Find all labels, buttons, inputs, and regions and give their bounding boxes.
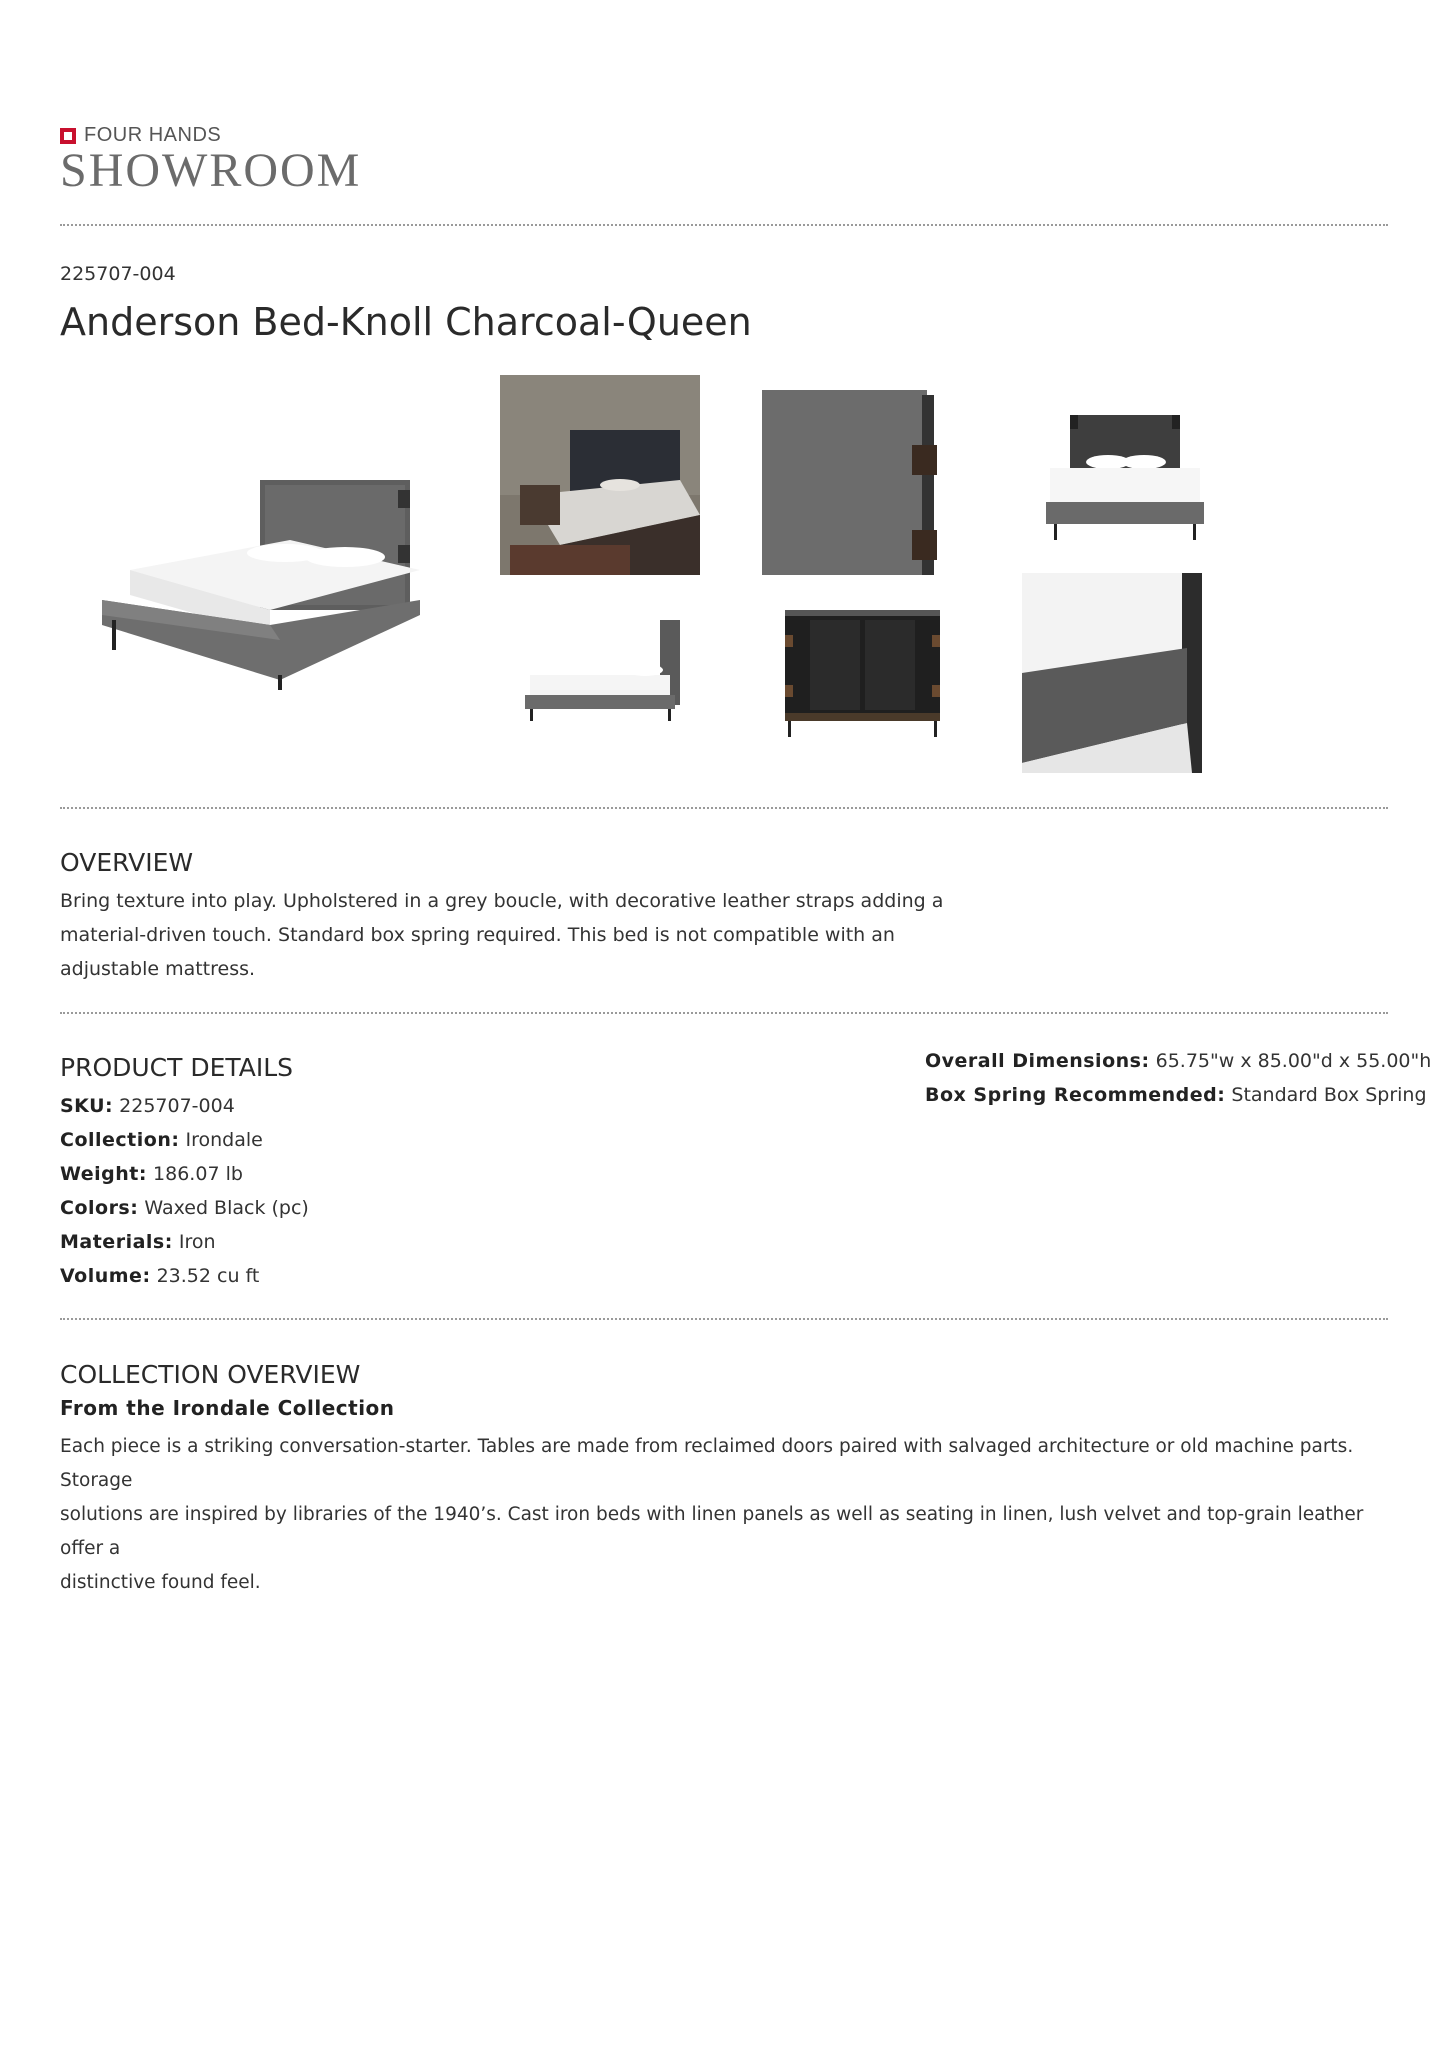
overview-line: adjustable mattress.	[60, 958, 256, 980]
brand-subtitle: SHOWROOM	[60, 144, 362, 197]
collection-heading: COLLECTION OVERVIEW	[60, 1360, 361, 1389]
collection-subheading: From the Irondale Collection	[60, 1396, 395, 1420]
collection-text	[60, 1430, 1400, 1600]
product-sku: 225707-004	[60, 263, 176, 285]
overview-line: Bring texture into play. Upholstered in a grey boucle, with decorative leather straps adding a	[60, 890, 944, 912]
collection-line: distinctive found feel.	[60, 1572, 261, 1593]
divider	[60, 807, 1388, 809]
product-details-heading: PRODUCT DETAILS	[60, 1053, 293, 1082]
product-title: Anderson Bed-Knoll Charcoal-Queen	[60, 300, 752, 344]
product-image-room	[500, 375, 700, 575]
detail-colors: Colors: Waxed Black (pc)	[60, 1197, 309, 1219]
overview-heading: OVERVIEW	[60, 848, 194, 877]
brand-logo	[60, 124, 361, 198]
divider	[60, 224, 1388, 226]
product-image-main	[90, 460, 430, 690]
product-image-side	[520, 620, 685, 725]
detail-materials: Materials: Iron	[60, 1231, 216, 1253]
overview-line: material-driven touch. Standard box spring required. This bed is not compatible with an	[60, 924, 895, 946]
overview-text	[60, 884, 960, 986]
detail-weight: Weight: 186.07 lb	[60, 1163, 243, 1185]
product-image-corner-detail	[1022, 573, 1222, 773]
product-image-front	[1040, 410, 1210, 545]
collection-line: solutions are inspired by libraries of the 1940’s. Cast iron beds with linen panels as well as seating in linen, lush velvet and top-grain leather offer a	[60, 1504, 1364, 1559]
divider	[60, 1012, 1388, 1014]
product-image-headboard-detail	[762, 390, 962, 575]
product-image-back	[780, 605, 945, 740]
brand-mark-icon	[60, 128, 76, 144]
detail-dimensions: Overall Dimensions: 65.75"w x 85.00"d x 55.00"h	[925, 1050, 1432, 1072]
divider	[60, 1318, 1388, 1320]
detail-sku: SKU: 225707-004	[60, 1095, 235, 1117]
brand-name: FOUR HANDS	[84, 124, 222, 146]
detail-volume: Volume: 23.52 cu ft	[60, 1265, 260, 1287]
detail-collection: Collection: Irondale	[60, 1129, 263, 1151]
detail-box-spring: Box Spring Recommended: Standard Box Spring	[925, 1084, 1427, 1106]
collection-line: Each piece is a striking conversation-starter. Tables are made from reclaimed doors paired with salvaged architecture or old machine parts. Storage	[60, 1436, 1354, 1491]
